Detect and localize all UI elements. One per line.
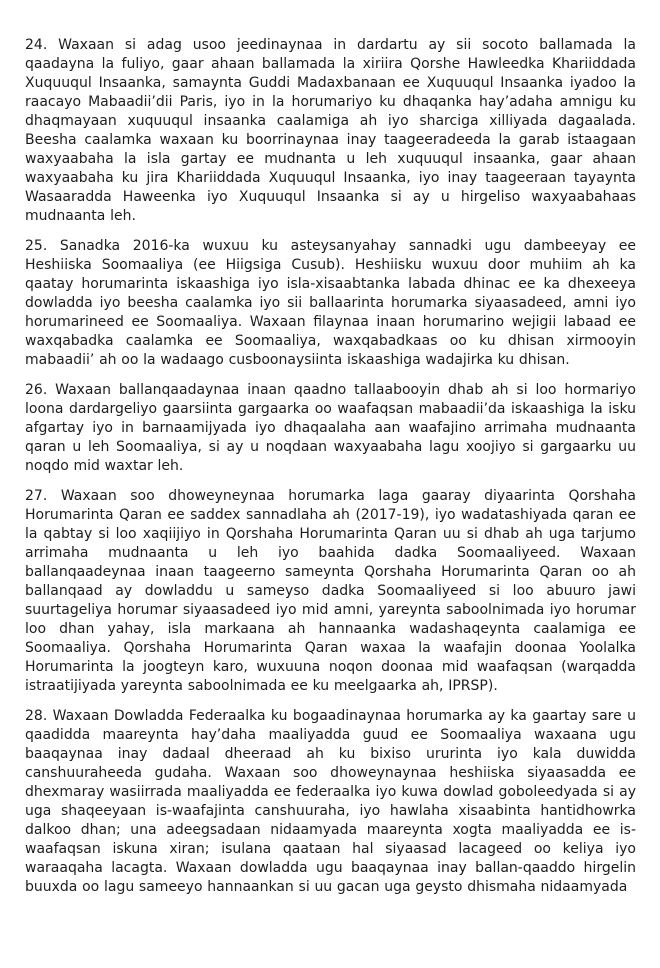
paragraph-25 bbox=[25, 237, 636, 370]
paragraph-text: Waxaan soo dhoweyneynaa horumarka laga gaaray diyaarinta Qorshaha Horumarinta Qaran ee saddex sannadlaha ah (2017-19), iyo wadatashiyada qaran ee la qabtay si loo xaqiijiyo in Qorshaha Horumarinta Qaran uu si dhab ah uga tarjumo arrimaha mudnaanta u leh iyo baahida dadka Soomaaliyeed. Waxaan ballanqaadeynaa inaan taageerno sameynta Qorshaha Horumarinta Qaran oo ah ballanqaad ay dowladdu u sameyso dadka Soomaaliyeed si loo abuuro jawi suurtageliya horumar siyaasadeed iyo mid amni, yareynta saboolnimada iyo horumar loo dhan yahay, isla markaana ah hannaanka wadashaqeynta caalamiga ee Soomaaliya. Qorshaha Horumarinta Qaran waxaa la waafajin doonaa Yoolalka Horumarinta la joogteyn karo, wuxuuna noqon doonaa mid waafaqsan (warqadda istraatijiyada yareynta saboolnimada ee ku meelgaarka ah, IPRSP). bbox=[25, 488, 637, 694]
paragraph-24 bbox=[25, 36, 636, 226]
paragraph-28 bbox=[25, 707, 636, 897]
paragraph-number: 24. bbox=[25, 37, 48, 53]
paragraph-number: 26. bbox=[25, 382, 48, 398]
paragraph-text: Waxaan Dowladda Federaalka ku bogaadinaynaa horumarka ay ka gaartay sare u qaadidda maareynta hay’daha maaliyadda guud ee Soomaaliya waxaana ugu baaqaynaa inay dadaal dheeraad ah ku bixiso ururinta iyo kala duwidda canshuuraheeda gudaha. Waxaan soo dhoweynaynaa heshiiska siyaasadda ee dhexmaray wasiirrada maaliyadda ee federaalka iyo kuwa dowlad goboleedyada si ay uga shaqeeyaan is-waafajinta canshuuraha, iyo hawlaha xisaabinta hantidhowrka dalkoo dhan; una adeegsadaan nidaamyada maareynta xogta maaliyadda ee is-waafaqsan iskuna xiran; isulana qaataan hal siyaasad lacageed oo keliya iyo waraaqaha lacagta. Waxaan dowladda ugu baaqaynaa inay ballan-qaaddo hirgelin buuxda oo lagu sameeyo hannaankan si uu gacan uga geysto dhismaha nidaamyada bbox=[25, 708, 636, 895]
paragraph-text: Waxaan si adag usoo jeedinaynaa in dardartu ay sii socoto ballamada la qaadayna la fuliyo, gaar ahaan ballamada la xiriira Qorshe Hawleedka Khariiddada Xuquuqul Insaanka, samaynta Guddi Madaxbanaan ee Xuquuqul Insaanka iyadoo la raacayo Mabaadii’dii Paris, iyo in la horumariyo ku dhaqanka hay’adaha amnigu ku dhaqmayaan xuquuqul insaanka caalamiga ah iyo sharciga xilliyada dagaalada. Beesha caalamka waxaan ku boorrinaynaa inay taageeradeeda la garab istaagaan waxyaabaha la isla gartay ee mudnanta u leh xuquuqul insaanka, gaar ahaan waxyaabaha ku jira Khariiddada Xuquuqul Insaanka, iyo inay taageeraan tayaynta Wasaaradda Haweenka iyo Xuquuqul Insaanka si ay u hirgeliso waxyaabahaas mudnaanta leh. bbox=[25, 37, 636, 224]
paragraph-text: Sanadka 2016-ka wuxuu ku asteysanyahay sannadki ugu dambeeyay ee Heshiiska Soomaaliya (ee Hiigsiga Cusub). Heshiisku wuxuu door muhiim ah ka qaatay horumarinta iskaashiga iyo isla-xisaabtanka labada dhinac ee ka dhexeeya dowladda iyo beesha caalamka iyo sii ballaarinta horumarka siyaasadeed, amni iyo horumarineed ee Soomaaliya. Waxaan filaynaa inaan horumarino wejigii labaad ee waxqabadka caalamka ee Soomaaliya, waxqabadkaas oo ku dhisan xirmooyin mabaadii’ ah oo la wadaago cusboonaysiinta iskaashiga wadajirka ku dhisan. bbox=[25, 238, 637, 368]
paragraph-text: Waxaan ballanqaadaynaa inaan qaadno tallaabooyin dhab ah si loo hormariyo loona dardargeliyo gaarsiinta gargaarka oo waafaqsan mabaadii’da iskaashiga la isku afgartay iyo in barnaamijyada iyo dhaqaalaha aan waafajino arrimaha mudnaanta qaran u leh Soomaaliya, si ay u noqdaan waxyaabaha lagu xoojiyo si gargaarku uu noqdo mid waxtar leh. bbox=[25, 382, 636, 474]
paragraph-number: 27. bbox=[25, 488, 48, 504]
paragraph-number: 25. bbox=[25, 238, 48, 254]
paragraph-27 bbox=[25, 487, 636, 696]
paragraph-number: 28. bbox=[25, 708, 48, 724]
paragraph-26 bbox=[25, 381, 636, 476]
